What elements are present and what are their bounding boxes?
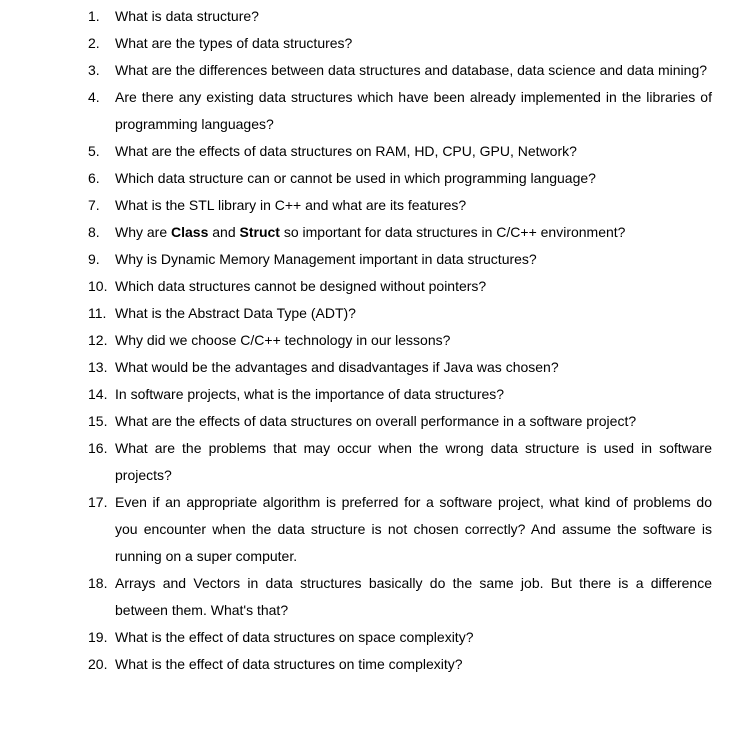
question-item — [88, 192, 712, 219]
question-item — [88, 408, 712, 435]
question-number: 16. — [88, 440, 108, 456]
question-item — [88, 570, 712, 624]
question-number: 17. — [88, 494, 108, 510]
question-item — [88, 3, 712, 30]
question-number: 19. — [88, 629, 108, 645]
question-text: What is the STL library in C++ and what are its features? — [115, 197, 467, 213]
question-number: 13. — [88, 359, 108, 375]
question-text: Why did we choose C/C++ technology in our lessons? — [115, 332, 451, 348]
question-item — [88, 165, 712, 192]
question-text: What is the effect of data structures on space complexity? — [115, 629, 474, 645]
question-item — [88, 489, 712, 570]
question-item — [88, 381, 712, 408]
question-number: 5. — [88, 143, 100, 159]
question-text: What is data structure? — [115, 8, 259, 24]
question-number: 6. — [88, 170, 100, 186]
question-item — [88, 273, 712, 300]
question-item — [88, 327, 712, 354]
question-item — [88, 30, 712, 57]
question-text: What would be the advantages and disadvantages if Java was chosen? — [115, 359, 559, 375]
question-text: Which data structures cannot be designed without pointers? — [115, 278, 487, 294]
question-text-part: Why are — [115, 224, 172, 240]
question-item — [88, 246, 712, 273]
question-number: 15. — [88, 413, 108, 429]
question-item — [88, 300, 712, 327]
question-number: 9. — [88, 251, 100, 267]
question-text: What is the effect of data structures on time complexity? — [115, 656, 463, 672]
bold-term-struct: Struct — [239, 224, 280, 240]
question-number: 3. — [88, 62, 100, 78]
question-text: What is the Abstract Data Type (ADT)? — [115, 305, 356, 321]
question-text: What are the problems that may occur when the wrong data structure is used in software projects? — [115, 440, 712, 483]
question-text: Which data structure can or cannot be used in which programming language? — [115, 170, 596, 186]
question-number: 7. — [88, 197, 100, 213]
question-text: What are the types of data structures? — [115, 35, 353, 51]
question-text: What are the differences between data structures and database, data science and data mining? — [115, 62, 708, 78]
question-number: 8. — [88, 224, 100, 240]
question-text: What are the effects of data structures on RAM, HD, CPU, GPU, Network? — [115, 143, 577, 159]
question-item — [88, 435, 712, 489]
question-text-part: and — [208, 224, 240, 240]
question-text-part: so important for data structures in C/C++ environment? — [279, 224, 626, 240]
question-item — [88, 624, 712, 651]
question-number: 20. — [88, 656, 108, 672]
question-number: 11. — [88, 305, 107, 321]
question-text: Arrays and Vectors in data structures basically do the same job. But there is a difference between them. What's that? — [115, 575, 712, 618]
question-item — [88, 57, 712, 84]
question-number: 4. — [88, 89, 100, 105]
question-list — [88, 3, 712, 678]
question-text — [115, 224, 625, 240]
question-text: Why is Dynamic Memory Management important in data structures? — [115, 251, 537, 267]
question-text: Are there any existing data structures which have been already implemented in the libraries of programming languages? — [115, 89, 712, 132]
bold-term-class: Class — [171, 224, 209, 240]
question-number: 1. — [88, 8, 100, 24]
question-item — [88, 354, 712, 381]
question-number: 12. — [88, 332, 108, 348]
question-item — [88, 138, 712, 165]
question-number: 18. — [88, 575, 108, 591]
question-item — [88, 219, 712, 246]
question-number: 10. — [88, 278, 108, 294]
question-text: What are the effects of data structures on overall performance in a software project? — [115, 413, 637, 429]
question-item — [88, 84, 712, 138]
question-text: Even if an appropriate algorithm is preferred for a software project, what kind of problems do you encounter when the data structure is not chosen correctly? And assume the software is running on a super computer. — [115, 494, 712, 564]
question-number: 2. — [88, 35, 100, 51]
question-text: In software projects, what is the importance of data structures? — [115, 386, 505, 402]
question-number: 14. — [88, 386, 108, 402]
question-item — [88, 651, 712, 678]
